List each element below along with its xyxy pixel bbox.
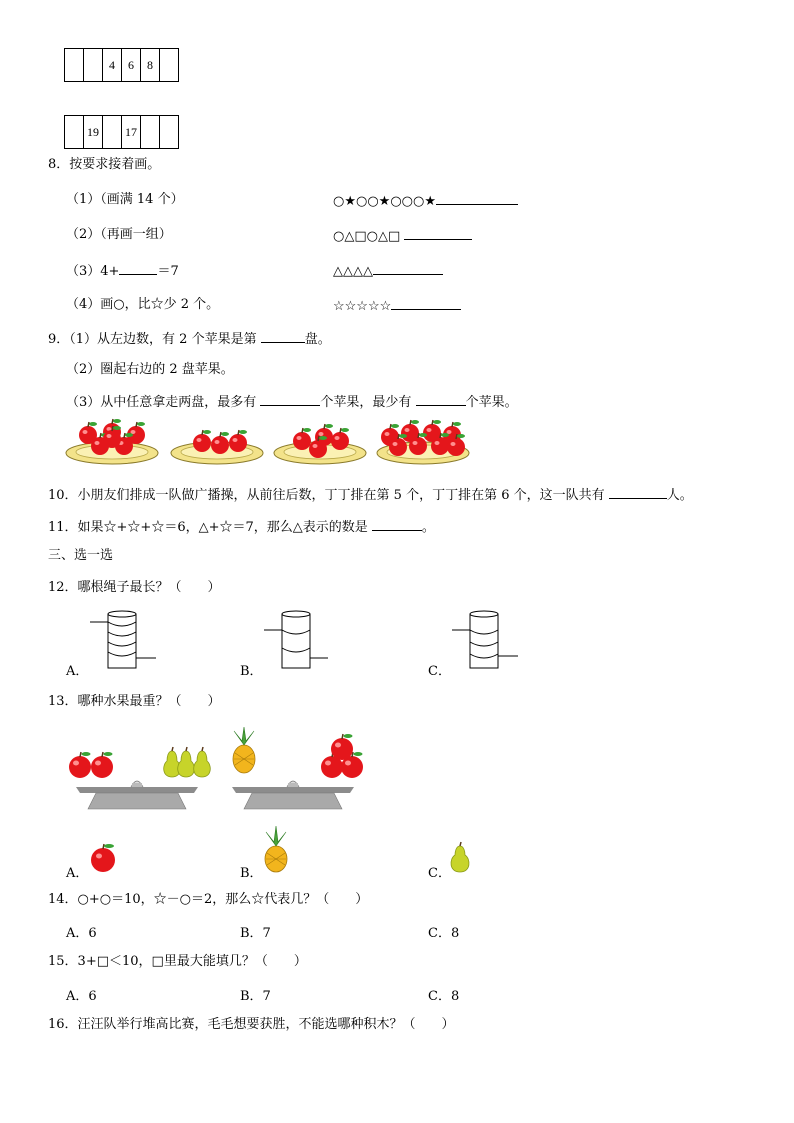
seq-cell: 6	[122, 49, 141, 82]
pattern-text: ○★○○★○○○★	[333, 194, 437, 209]
q8-title: 8．按要求接着画。	[48, 157, 161, 172]
q15-option-b[interactable]: B．7	[240, 989, 271, 1004]
rope-b-image	[264, 610, 334, 672]
q14-option-b[interactable]: B．7	[240, 926, 271, 941]
q11-text: 。	[421, 520, 435, 535]
q13-title: 13．哪种水果最重？（ ）	[48, 694, 221, 709]
q16-title: 16．汪汪队举行堆高比赛，毛毛想要获胜，不能选哪种积木？（ ）	[48, 1017, 455, 1032]
q14-option-c[interactable]: C．8	[428, 926, 460, 941]
seq-cell: 4	[103, 49, 122, 82]
answer-blank[interactable]	[416, 393, 466, 406]
q14-title: 14．○+○＝10，☆－○＝2，那么☆代表几？（ ）	[48, 892, 369, 907]
answer-blank[interactable]	[373, 262, 443, 275]
q10-text: 10．小朋友们排成一队做广播操，从前往后数，丁丁排在第 5 个，丁丁排在第 6 个，这一队共有	[48, 488, 605, 503]
q9-text: 个苹果，最少有	[320, 395, 412, 410]
q12-option-c[interactable]: C．	[428, 664, 451, 679]
pattern-text: ○△□○△□	[333, 229, 401, 244]
answer-blank[interactable]	[119, 262, 157, 275]
q9-line1	[48, 330, 331, 348]
q9-text: 9．（1）从左边数，有 2 个苹果是第	[48, 332, 257, 347]
q8-row3-end: ＝7	[157, 264, 179, 279]
q8-row4-label: （4）画○，比☆少 2 个。	[66, 297, 220, 312]
pattern-text: △△△△	[333, 264, 373, 279]
seq-cell: 8	[141, 49, 160, 82]
answer-blank[interactable]	[261, 330, 305, 343]
seq-cell: 19	[84, 116, 103, 149]
apple-icon	[90, 842, 118, 874]
q9-line3	[66, 393, 518, 411]
q15-option-c[interactable]: C．8	[428, 989, 460, 1004]
q15-option-a[interactable]: A．6	[66, 989, 97, 1004]
q12-option-b[interactable]: B．	[240, 664, 263, 679]
balance-scales-image	[62, 725, 372, 810]
seq-cell	[160, 116, 179, 149]
answer-blank[interactable]	[372, 518, 422, 531]
q9-text: 个苹果。	[465, 395, 518, 410]
answer-blank[interactable]	[391, 297, 461, 310]
q11	[48, 518, 435, 536]
number-sequence-1	[64, 48, 179, 82]
seq-cell	[160, 49, 179, 82]
section-title: 三、选一选	[48, 548, 114, 563]
pear-icon	[448, 842, 472, 874]
seq-cell	[84, 49, 103, 82]
answer-blank[interactable]	[436, 192, 518, 205]
pattern-text: ☆☆☆☆☆	[333, 299, 392, 314]
number-sequence-2	[64, 115, 179, 149]
q8-row3-text: （3）4+	[66, 264, 120, 279]
q8-row4-pattern	[333, 297, 461, 314]
answer-blank[interactable]	[260, 393, 320, 406]
rope-a-image	[90, 610, 160, 672]
seq-cell	[65, 116, 84, 149]
q8-row1-label: （1）（画满 14 个）	[66, 192, 184, 207]
seq-cell	[141, 116, 160, 149]
q13-option-b[interactable]: B．	[240, 866, 263, 881]
q13-option-c[interactable]: C．	[428, 866, 451, 881]
q8-row2-label: （2）（再画一组）	[66, 227, 172, 242]
q14-option-a[interactable]: A．6	[66, 926, 97, 941]
answer-blank[interactable]	[404, 227, 472, 240]
q9-text: （3）从中任意拿走两盘，最多有	[66, 395, 257, 410]
pineapple-icon	[262, 826, 290, 874]
q10-text: 人。	[666, 488, 693, 503]
q8-row2-pattern	[333, 227, 472, 244]
q12-title: 12．哪根绳子最长？（ ）	[48, 580, 221, 595]
seq-cell	[103, 116, 122, 149]
q9-line2: （2）圈起右边的 2 盘苹果。	[66, 362, 234, 377]
seq-cell	[65, 49, 84, 82]
answer-blank[interactable]	[609, 486, 667, 499]
q13-option-a[interactable]: A．	[66, 866, 89, 881]
q10	[48, 486, 693, 504]
apple-plates	[60, 415, 480, 470]
rope-c-image	[452, 610, 522, 672]
q8-row3-label	[66, 262, 179, 280]
q15-title: 15．3+□＜10，□里最大能填几？（ ）	[48, 954, 307, 969]
q12-option-a[interactable]: A．	[66, 664, 89, 679]
q9-text: 盘。	[304, 332, 331, 347]
seq-cell: 17	[122, 116, 141, 149]
q8-row1-pattern	[333, 192, 518, 209]
q11-text: 11．如果☆+☆+☆＝6，△+☆＝7，那么△表示的数是	[48, 520, 368, 535]
q8-row3-pattern	[333, 262, 443, 279]
